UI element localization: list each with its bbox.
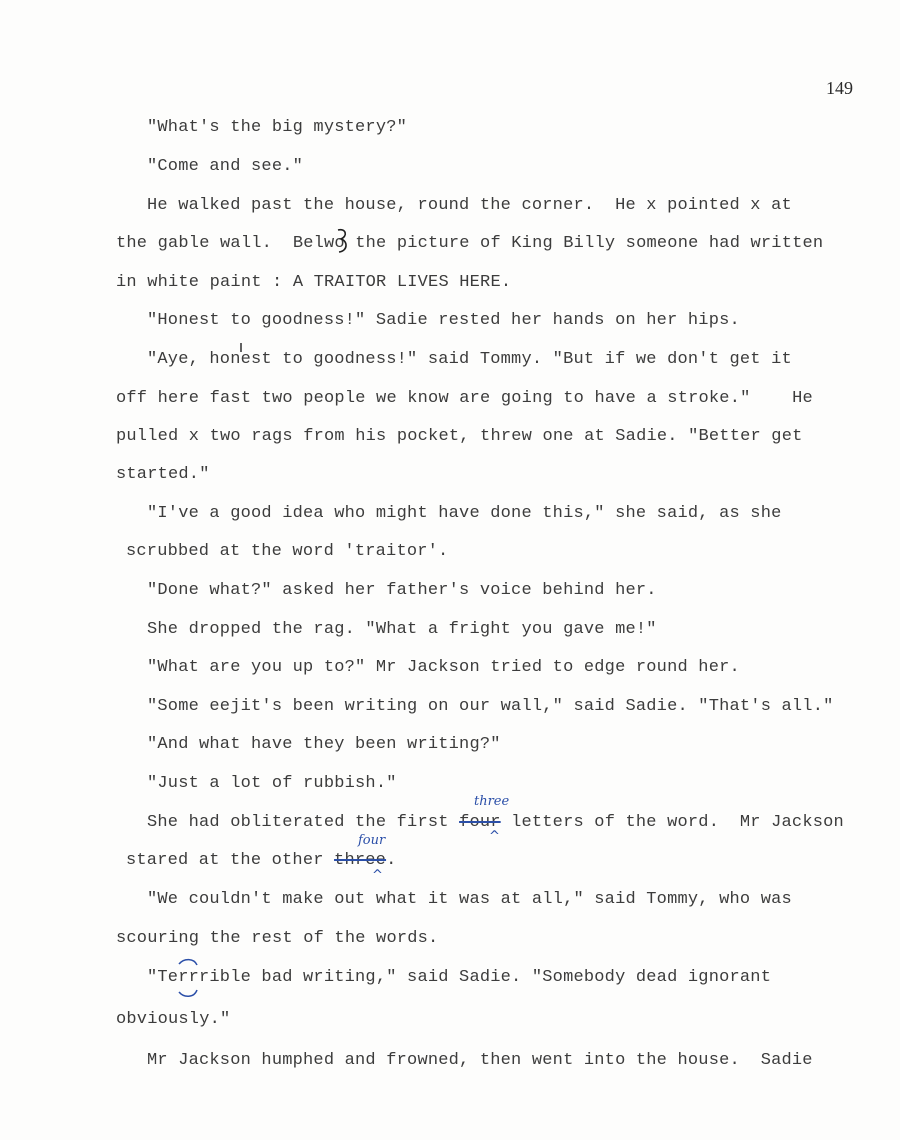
text-line: He walked past the house, round the corner. He x pointed x at xyxy=(147,196,792,215)
insertion-caret: ^ xyxy=(489,829,500,844)
text-segment: . xyxy=(386,851,397,870)
struck-word: three xyxy=(334,851,387,870)
struck-word: four xyxy=(459,813,501,832)
text-line: off here fast two people we know are going to have a stroke." He xyxy=(116,389,813,408)
text-line: pulled x two rags from his pocket, threw one at Sadie. "Better get xyxy=(116,427,803,446)
page-number: 149 xyxy=(826,78,853,98)
text-line: obviously." xyxy=(116,1010,231,1029)
text-line: "Come and see." xyxy=(147,157,304,176)
deletion-loop-mark xyxy=(176,956,200,1002)
text-line: started." xyxy=(116,465,210,484)
text-line: scrubbed at the word 'traitor'. xyxy=(126,542,449,561)
handwritten-correction: three xyxy=(474,794,510,809)
text-line: "What's the big mystery?" xyxy=(147,118,408,137)
text-line: Mr Jackson humphed and frowned, then went into the house. Sadie xyxy=(147,1051,813,1070)
text-line: in white paint : A TRAITOR LIVES HERE. xyxy=(116,273,512,292)
text-line: She dropped the rag. "What a fright you gave me!" xyxy=(147,620,657,639)
text-line: "Aye, honest to goodness!" said Tommy. "But if we don't get it xyxy=(147,350,792,369)
text-segment: stared at the other xyxy=(126,851,335,870)
transposition-mark xyxy=(334,226,352,256)
text-segment: letters of the word. Mr Jackson xyxy=(500,813,844,832)
insertion-caret: ^ xyxy=(372,868,383,883)
insertion-tick xyxy=(236,342,246,354)
text-line-with-correction xyxy=(126,851,396,871)
text-segment: She had obliterated the first xyxy=(147,813,460,832)
text-line: "Honest to goodness!" Sadie rested her hands on her hips. xyxy=(147,311,740,330)
text-line: "Done what?" asked her father's voice behind her. xyxy=(147,581,657,600)
text-line: "And what have they been writing?" xyxy=(147,735,501,754)
handwritten-correction: four xyxy=(358,833,386,848)
text-line: "Terrrible bad writing," said Sadie. "Somebody dead ignorant xyxy=(147,968,772,987)
text-line: "What are you up to?" Mr Jackson tried to edge round her. xyxy=(147,658,740,677)
text-line: "Just a lot of rubbish." xyxy=(147,774,397,793)
text-line: "I've a good idea who might have done this," she said, as she xyxy=(147,504,782,523)
text-line: scouring the rest of the words. xyxy=(116,929,439,948)
text-line: "Some eejit's been writing on our wall," said Sadie. "That's all." xyxy=(147,697,834,716)
text-line: the gable wall. Belwo the picture of King Billy someone had written xyxy=(116,234,824,253)
text-line: "We couldn't make out what it was at all," said Tommy, who was xyxy=(147,890,792,909)
